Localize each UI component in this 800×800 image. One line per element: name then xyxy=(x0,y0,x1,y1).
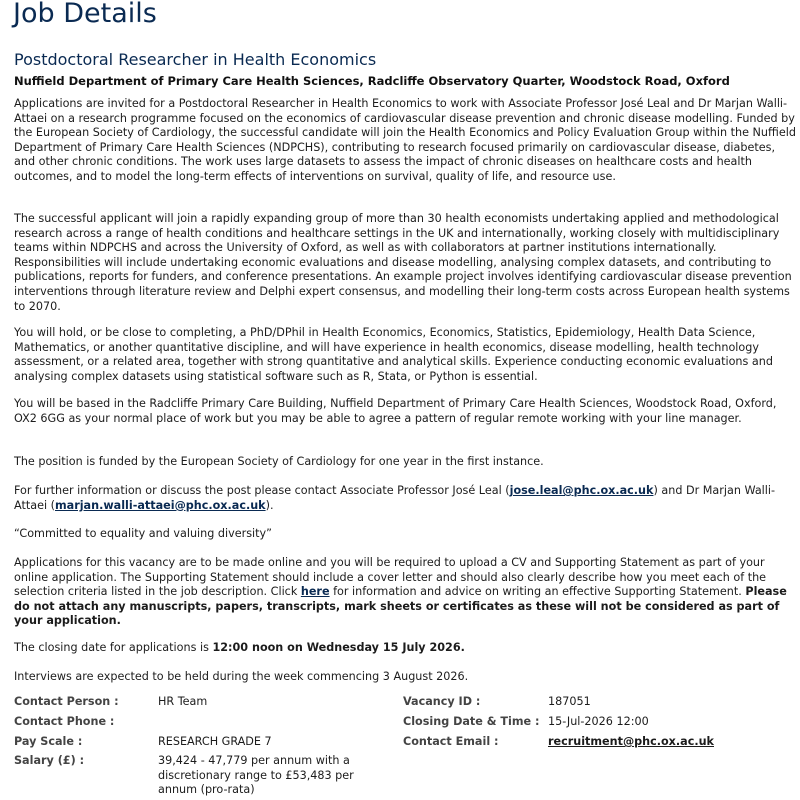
salary-line-1: 39,424 - 47,779 per annum with a xyxy=(158,754,350,767)
vacancy-id-value: 187051 xyxy=(548,695,591,708)
contact-text-b: ) and Dr Marjan Walli-Attaei ( xyxy=(14,484,776,512)
contact-person-value: HR Team xyxy=(158,695,208,708)
contact-email-label: Contact Email : xyxy=(403,735,499,748)
supporting-statement-link[interactable]: here xyxy=(300,585,330,599)
closing-date-paragraph xyxy=(14,641,796,656)
description-paragraph-3: You will hold, or be close to completing, a PhD/DPhil in Health Economics, Economics, Statistics, Epidemiology, Health Data Science, Mathematics, or another quantitative discipline, and will have experience in health economics, disease modelling, health technology assessment, or a related area, together with strong quantitative and analytical skills. Experience conducting economic evaluations and analysing complex datasets using statistical software such as R, Stata, or Python is essential. xyxy=(14,326,773,383)
department-location: Nuffield Department of Primary Care Health Sciences, Radcliffe Observatory Quarter, Woodstock Road, Oxford xyxy=(14,74,730,88)
funding-paragraph: The position is funded by the European Society of Cardiology for one year in the first instance. xyxy=(14,455,544,468)
salary-value xyxy=(158,754,354,798)
equality-statement: “Committed to equality and valuing diversity” xyxy=(14,527,272,540)
description-paragraph-2: The successful applicant will join a rapidly expanding group of more than 30 health economists undertaking applied and methodological research across a range of health conditions and healthcare settings in the UK and internationally, working closely with multidisciplinary teams within NDPCHS and across the University of Oxford, as well as with collaborators at partner institutions internationally. Responsibilities will include undertaking economic evaluations and disease modelling, analysing complex datasets, and contributing to publications, reports for funders, and conference presentations. An example project involves identifying cardiovascular disease prevention interventions through literature review and Delphi expert consensus, and modelling their long-term costs across European health systems to 2070. xyxy=(14,212,792,313)
salary-line-3: annum (pro-rata) xyxy=(158,783,255,796)
pay-scale-value: RESEARCH GRADE 7 xyxy=(158,735,272,748)
closing-text: The closing date for applications is xyxy=(14,641,213,654)
page-title: Job Details xyxy=(13,0,157,29)
closing-date-bold: 12:00 noon on Wednesday 15 July 2026. xyxy=(212,641,465,654)
description-paragraph-1: Applications are invited for a Postdoctoral Researcher in Health Economics to work with Associate Professor José Leal and Dr Marjan Walli-Attaei on a research programme focused on the economics of cardiovascular disease prevention and chronic disease modelling. Funded by the European Society of Cardiology, the successful candidate will join the Health Economics and Policy Evaluation Group within the Nuffield Department of Primary Care Health Sciences (NDPCHS), contributing to research focused primarily on cardiovascular disease, diabetes, and other chronic conditions. The work uses large datasets to assess the impact of chronic diseases on healthcare costs and health outcomes, and to model the long-term effects of interventions on survival, quality of life, and resource use. xyxy=(14,97,796,183)
contact-text-c: ). xyxy=(265,498,274,512)
interview-paragraph: Interviews are expected to be held during the week commencing 3 August 2026. xyxy=(14,670,469,683)
application-paragraph xyxy=(14,556,796,629)
jose-leal-email-link[interactable]: jose.leal@phc.ox.ac.uk xyxy=(509,484,654,497)
salary-label: Salary (£) : xyxy=(14,754,85,767)
closing-date-value: 15-Jul-2026 12:00 xyxy=(548,715,649,728)
contact-paragraph xyxy=(14,484,796,513)
application-warning: Please do not attach any manuscripts, papers, transcripts, mark sheets or certificates as these will not be considered as part of your application. xyxy=(14,585,787,628)
closing-date-label: Closing Date & Time : xyxy=(403,715,540,728)
vacancy-id-label: Vacancy ID : xyxy=(403,695,481,708)
contact-email-link[interactable]: recruitment@phc.ox.ac.uk xyxy=(548,735,714,748)
pay-scale-label: Pay Scale : xyxy=(14,735,83,748)
marjan-email-link[interactable]: marjan.walli-attaei@phc.ox.ac.uk xyxy=(55,498,266,512)
job-title: Postdoctoral Researcher in Health Economics xyxy=(14,50,377,69)
contact-person-label: Contact Person : xyxy=(14,695,119,708)
application-text-a: Applications for this vacancy are to be made online and you will be required to upload a CV and Supporting Statement as part of your online application. The Supporting Statement should include a cover letter and should also clearly describe how you meet each of the selection criteria listed in the job description. Click xyxy=(14,556,767,599)
description-paragraph-4: You will be based in the Radcliffe Primary Care Building, Nuffield Department of Primary Care Health Sciences, Woodstock Road, Oxford, OX2 6GG as your normal place of work but you may be able to agree a pattern of regular remote working with your line manager. xyxy=(14,397,777,425)
contact-text-a: For further information or discuss the post please contact Associate Professor José Leal ( xyxy=(14,484,510,497)
application-text-b: for information and advice on writing an effective Supporting Statement. xyxy=(329,585,746,599)
salary-line-2: discretionary range to £53,483 per xyxy=(158,768,354,782)
contact-phone-label: Contact Phone : xyxy=(14,715,115,728)
